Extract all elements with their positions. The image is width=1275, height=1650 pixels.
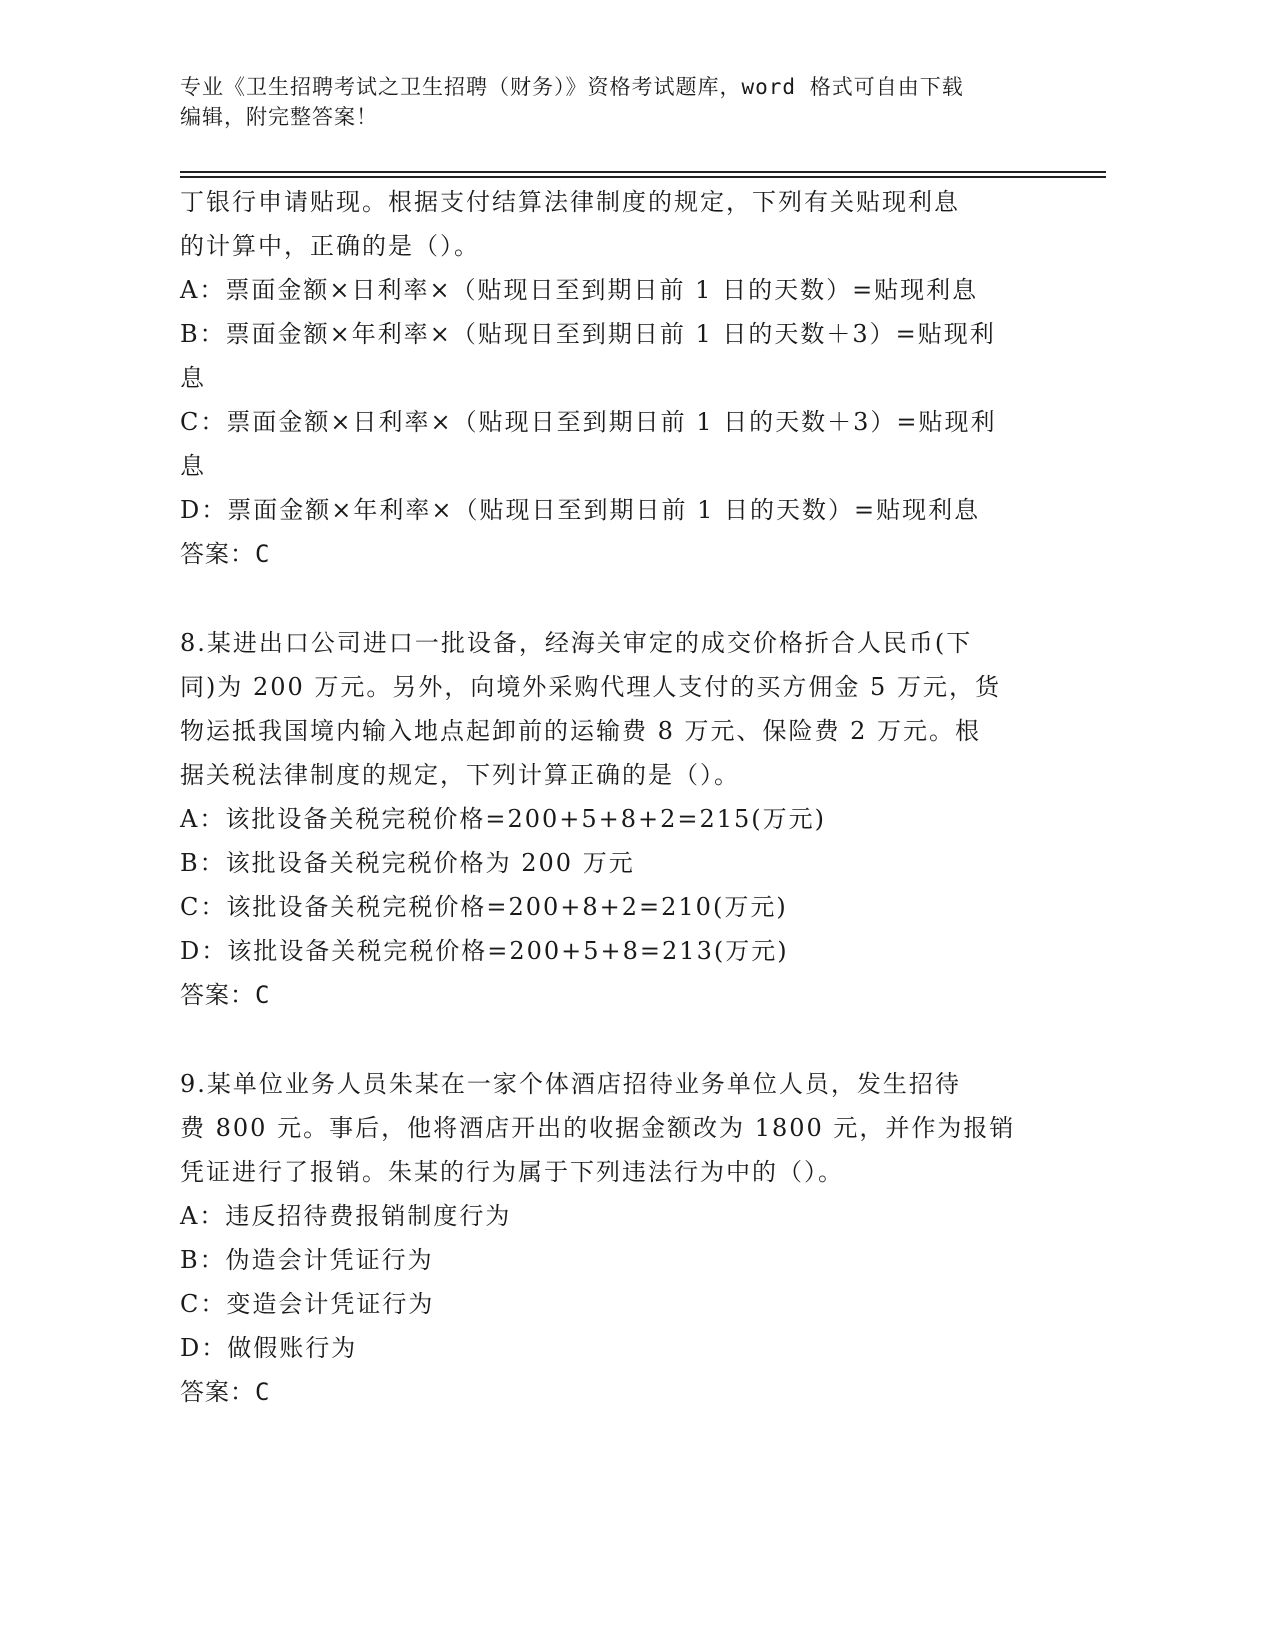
option-b: B：票面金额×年利率×（贴现日至到期日前 1 日的天数＋3）=贴现利 (180, 320, 996, 348)
spacer (180, 576, 1040, 621)
question-7 (180, 180, 1040, 576)
answer-line: 答案：C (180, 981, 271, 1009)
option-a: A：票面金额×日利率×（贴现日至到期日前 1 日的天数）=贴现利息 (180, 276, 979, 304)
question-stem-line: 费 800 元。事后，他将酒店开出的收据金额改为 1800 元，并作为报销 (180, 1114, 1016, 1142)
question-stem-line: 8.某进出口公司进口一批设备，经海关审定的成交价格折合人民币(下 (180, 629, 973, 657)
question-stem-line: 同)为 200 万元。另外，向境外采购代理人支付的买方佣金 5 万元，货 (180, 673, 1001, 701)
option-c: C：该批设备关税完税价格=200+8+2=210(万元) (180, 893, 788, 921)
option-d: D：做假账行为 (180, 1334, 358, 1362)
option-b: B：伪造会计凭证行为 (180, 1246, 434, 1274)
answer-line: 答案：C (180, 1378, 271, 1406)
question-8 (180, 621, 1040, 1017)
header-rule-top (180, 171, 1106, 173)
option-a: A：违反招待费报销制度行为 (180, 1202, 512, 1230)
question-stem-line: 的计算中，正确的是（）。 (180, 232, 480, 260)
question-9 (180, 1062, 1040, 1414)
question-stem-line: 9.某单位业务人员朱某在一家个体酒店招待业务单位人员，发生招待 (180, 1070, 961, 1098)
option-b: B：该批设备关税完税价格为 200 万元 (180, 849, 635, 877)
question-stem-line: 凭证进行了报销。朱某的行为属于下列违法行为中的（）。 (180, 1158, 844, 1186)
answer-line: 答案：C (180, 540, 271, 568)
option-d: D：该批设备关税完税价格=200+5+8=213(万元) (180, 937, 789, 965)
option-b-continued: 息 (180, 364, 206, 392)
option-a: A：该批设备关税完税价格=200+5+8+2=215(万元) (180, 805, 827, 833)
document-header (180, 72, 1060, 132)
question-stem-line: 物运抵我国境内输入地点起卸前的运输费 8 万元、保险费 2 万元。根 (180, 717, 982, 745)
header-line-2: 编辑，附完整答案！ (180, 105, 378, 129)
option-c: C：变造会计凭证行为 (180, 1290, 435, 1318)
header-rule-bottom (180, 176, 1106, 178)
question-stem-line: 据关税法律制度的规定，下列计算正确的是（）。 (180, 761, 740, 789)
document-body (180, 180, 1040, 1414)
option-c: C：票面金额×日利率×（贴现日至到期日前 1 日的天数＋3）=贴现利 (180, 408, 997, 436)
spacer (180, 1017, 1040, 1062)
header-line-1: 专业《卫生招聘考试之卫生招聘（财务）》资格考试题库，word 格式可自由下载 (180, 75, 964, 99)
question-stem-line: 丁银行申请贴现。根据支付结算法律制度的规定，下列有关贴现利息 (180, 188, 960, 216)
option-c-continued: 息 (180, 452, 206, 480)
option-d: D：票面金额×年利率×（贴现日至到期日前 1 日的天数）=贴现利息 (180, 496, 981, 524)
